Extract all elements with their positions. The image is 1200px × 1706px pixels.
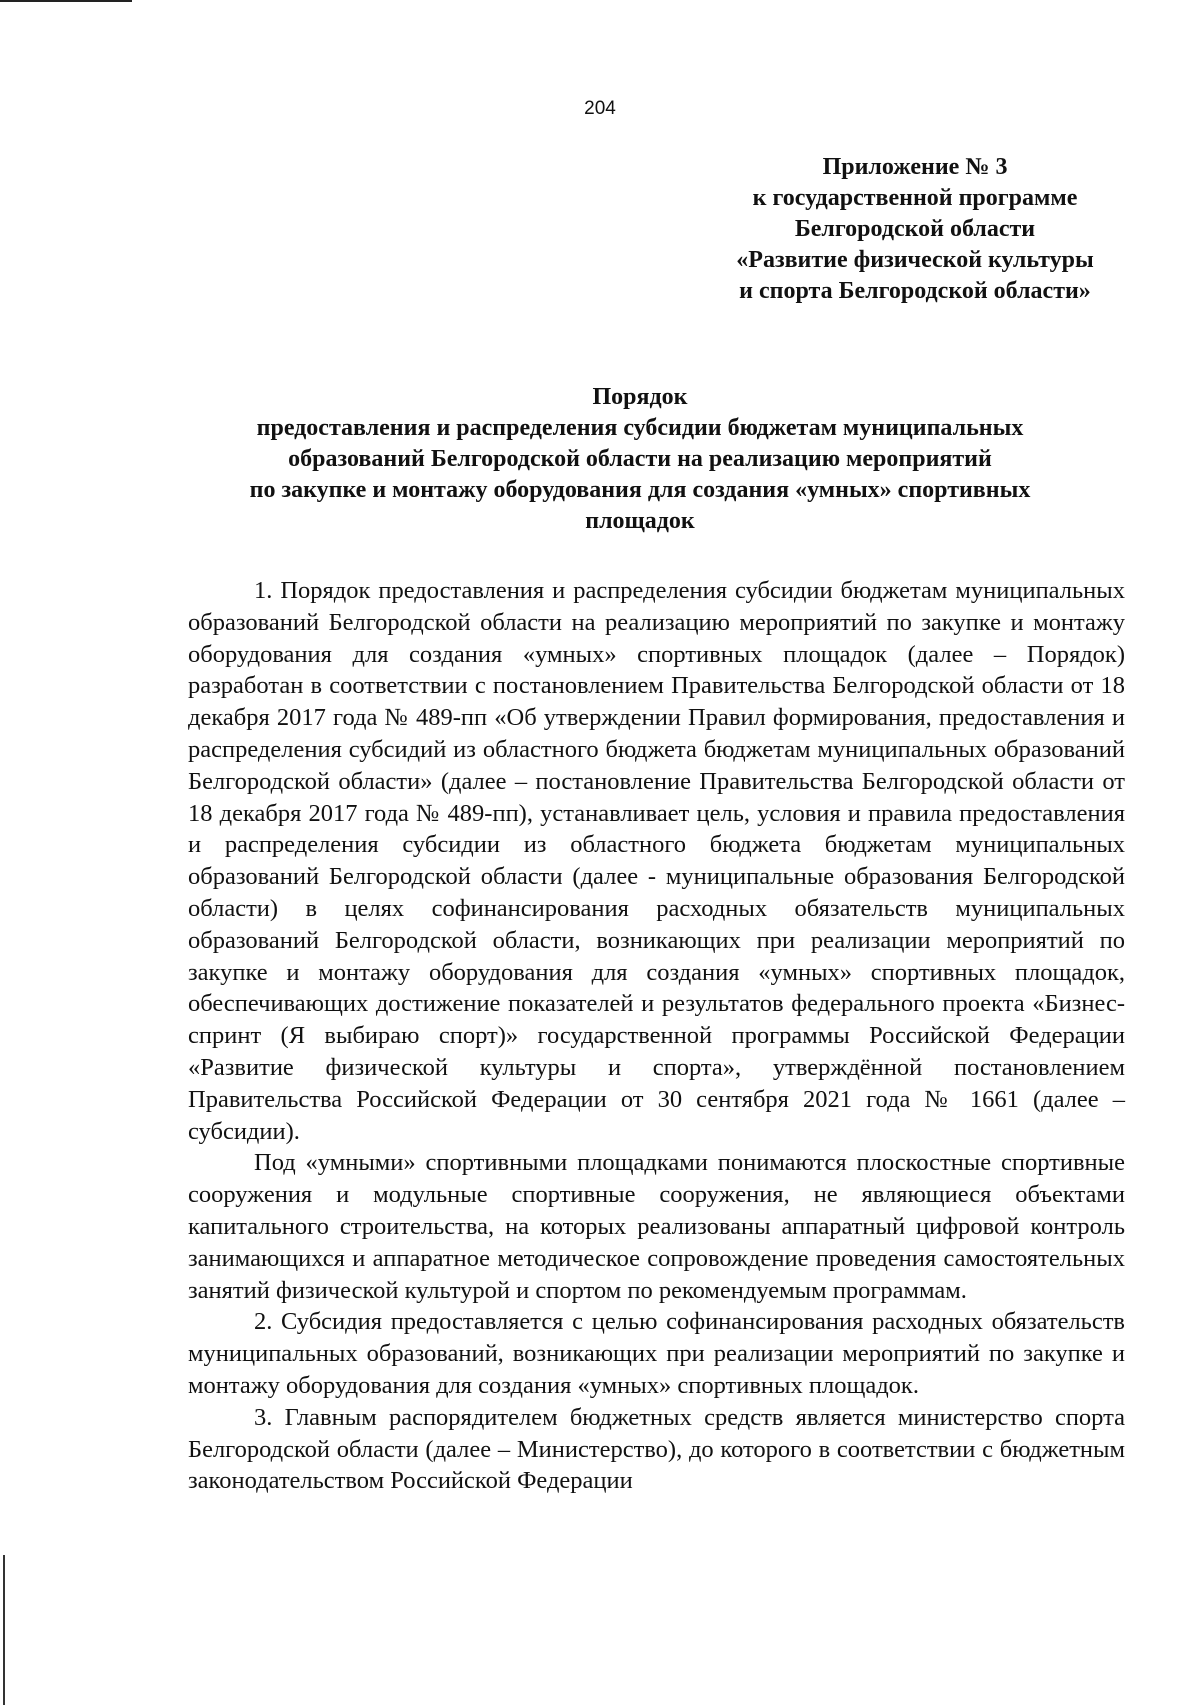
title-line: предоставления и распределения субсидии бюджетам муниципальных	[256, 415, 1024, 441]
paragraph: 3. Главным распорядителем бюджетных средств является министерство спорта Белгородской области (далее – Министерство), до которого в соответствии с бюджетным законодательством Российской Федерации	[188, 1403, 1125, 1495]
page-number: 204	[584, 98, 616, 119]
title-line: площадок	[585, 508, 695, 534]
appendix-line: к государственной программе	[752, 185, 1078, 211]
title-line: образований Белгородской области на реализацию мероприятий	[288, 446, 992, 472]
appendix-line: Приложение № 3	[822, 154, 1008, 180]
paragraph: 1. Порядок предоставления и распределения субсидии бюджетам муниципальных образований Белгородской области на реализацию мероприятий по закупке и монтажу оборудования для создания «умных» спортивных площадок (далее – Порядок) разработан в соответствии с постановлением Правительства Белгородской области от 18 декабря 2017 года № 489-пп «Об утверждении Правил формирования, предоставления и распределения субсидий из областного бюджета бюджетам муниципальных образований Белгородской области» (далее – постановление Правительства Белгородской области от 18 декабря 2017 года № 489-пп), устанавливает цель, условия и правила предоставления и распределения субсидии из областного бюджета бюджетам муниципальных образований Белгородской области (далее - муниципальные образования Белгородской области) в целях софинансирования расходных обязательств муниципальных образований Белгородской области, возникающих при реализации мероприятий по закупке и монтажу оборудования для создания «умных» спортивных площадок, обеспечивающих достижение показателей и результатов федерального проекта «Бизнес-спринт (Я выбираю спорт)» государственной программы Российской Федерации «Развитие физической культуры и спорта», утверждённой постановлением Правительства Российской Федерации от 30 сентября 2021 года № 1661 (далее – субсидии).	[188, 577, 1125, 1145]
document-title	[160, 382, 1120, 537]
paragraph: 2. Субсидия предоставляется с целью софинансирования расходных обязательств муниципальных образований, возникающих при реализации мероприятий по закупке и монтажу оборудования для создания «умных» спортивных площадок.	[188, 1308, 1125, 1399]
appendix-header	[700, 152, 1130, 307]
title-line: по закупке и монтажу оборудования для создания «умных» спортивных	[249, 477, 1031, 503]
title-line: Порядок	[592, 384, 688, 410]
scan-edge-line	[3, 1555, 5, 1705]
paragraph: Под «умными» спортивными площадками понимаются плоскостные спортивные сооружения и модульные спортивные сооружения, не являющиеся объектами капитального строительства, на которых реализованы аппаратный цифровой контроль занимающихся и аппаратное методическое сопровождение проведения самостоятельных занятий физической культурой и спортом по рекомендуемым программам.	[188, 1149, 1125, 1304]
appendix-line: «Развитие физической культуры	[736, 247, 1094, 273]
document-body	[188, 575, 1125, 1497]
scan-edge-line	[0, 0, 132, 2]
appendix-line: и спорта Белгородской области»	[739, 278, 1091, 304]
appendix-line: Белгородской области	[794, 216, 1036, 242]
